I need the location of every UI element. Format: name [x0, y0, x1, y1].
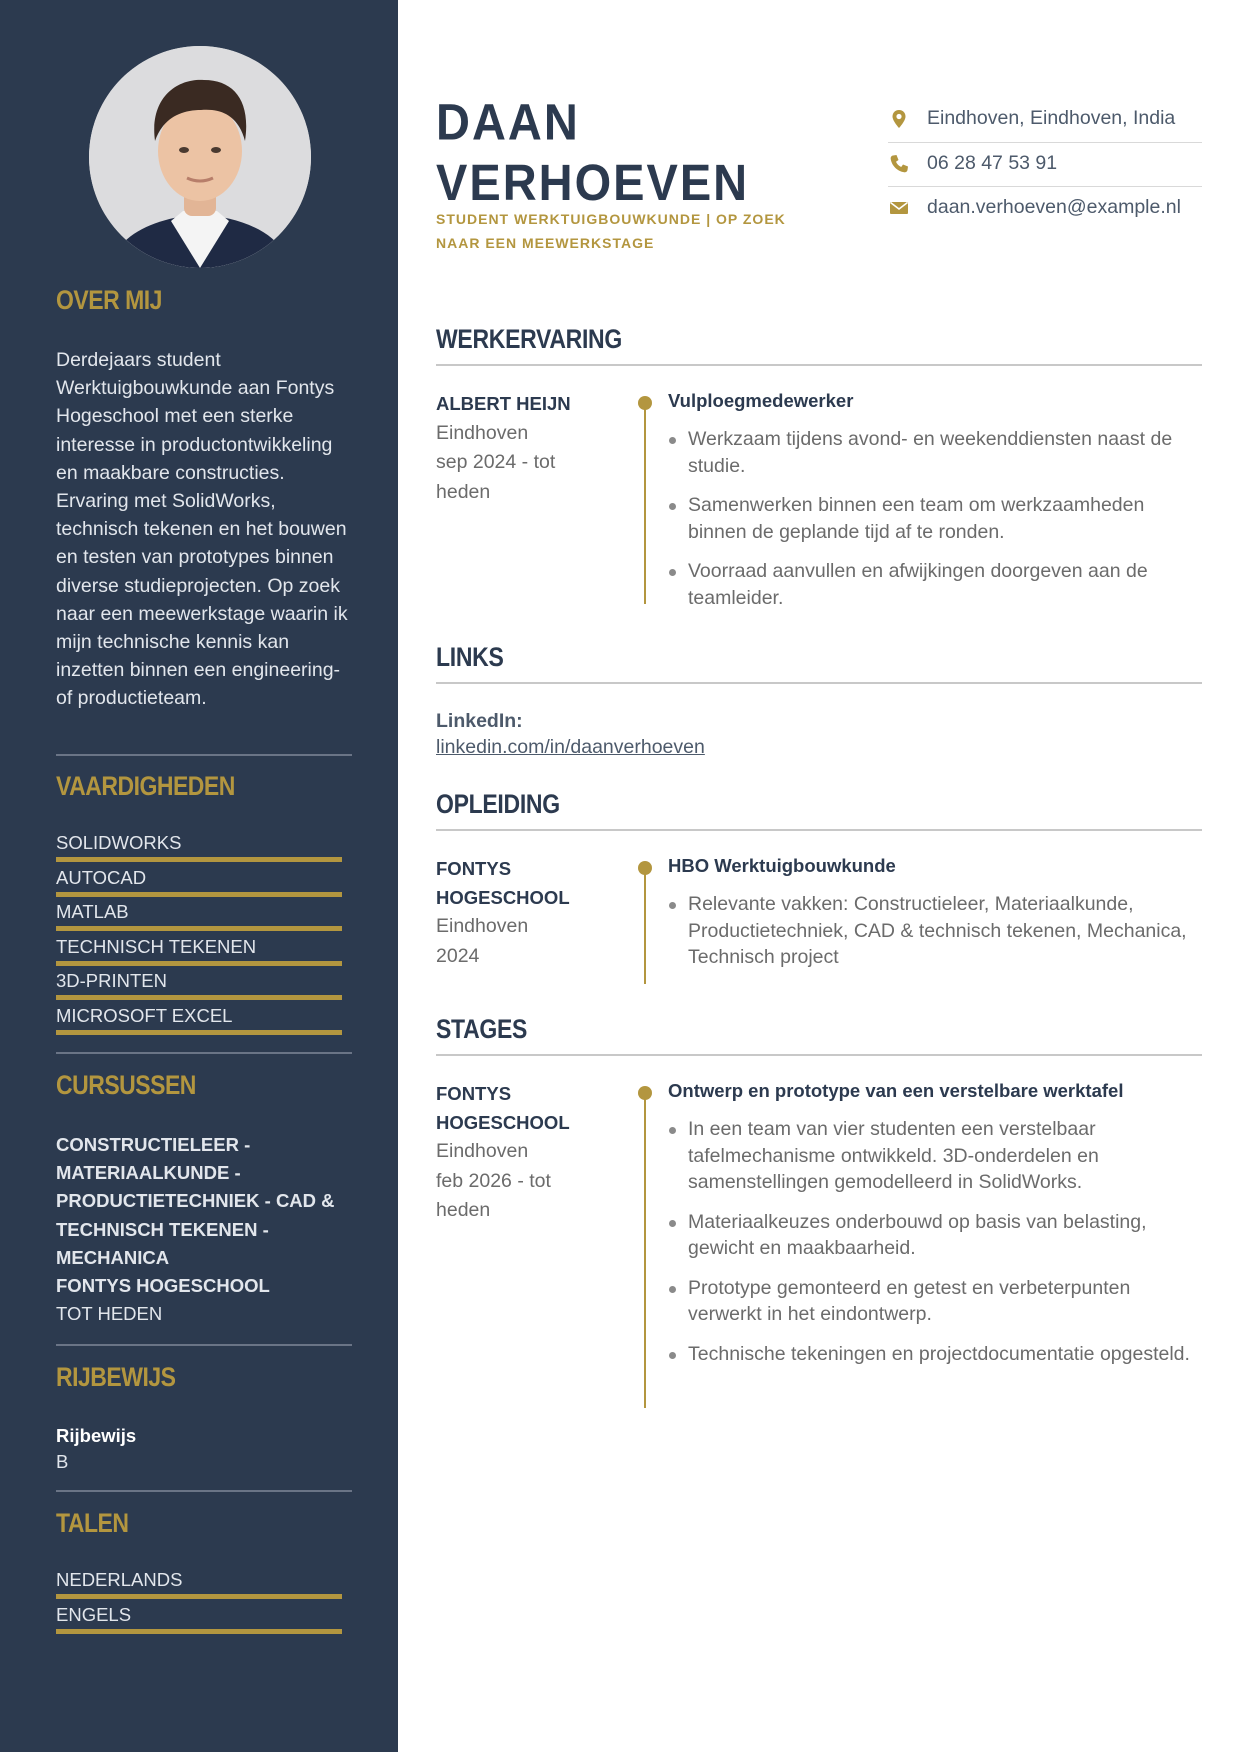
timeline-line: [644, 867, 646, 984]
sidebar-divider: [56, 1490, 352, 1492]
education-section: [436, 789, 1202, 968]
org-name: ALBERT HEIJN: [436, 393, 571, 414]
contact-email: [888, 187, 1202, 231]
entry-date: 2024: [436, 944, 480, 967]
org-name: HOGESCHOOL: [436, 886, 570, 908]
name-last: VERHOEVEN: [436, 153, 750, 211]
skills-section: [56, 771, 352, 1039]
list-item: Voorraad aanvullen en afwijkingen doorgeven aan de teamleider.: [668, 558, 1208, 611]
linkedin-link[interactable]: linkedin.com/in/daanverhoeven: [436, 736, 705, 758]
skill-name: MATLAB: [56, 901, 129, 922]
map-pin-icon: [888, 108, 910, 130]
sidebar-divider: [56, 754, 352, 756]
sidebar-divider: [56, 1052, 352, 1054]
skill-bar: [56, 926, 342, 931]
skill-item: [56, 970, 352, 1005]
location-text: Eindhoven, Eindhoven, India: [927, 107, 1176, 129]
about-text: Derdejaars student Werktuigbouwkunde aan Fontys Hogeschool met een sterke interesse in productontwikkeling en maakbare constructies. Ervaring met SolidWorks, technisch tekenen en het bouwen en testen van prototypes binnen diverse studieprojecten. Op zoek naar een meewerkstage waarin ik mijn technische kennis kan inzetten binnen een engineering- of productieteam.: [56, 349, 348, 710]
courses-heading: CURSUSSEN: [56, 1070, 196, 1100]
list-item: Prototype gemonteerd en getest en verbeterpunten verwerkt in het eindontwerp.: [668, 1275, 1208, 1328]
languages-list: [56, 1569, 352, 1638]
org-name: FONTYS: [436, 1083, 512, 1104]
list-item: Relevante vakken: Constructieleer, Materiaalkunde, Productietechniek, CAD & technisch tekenen, Mechanica, Technisch project: [668, 891, 1208, 971]
skill-bar-fill: [56, 892, 342, 897]
list-item: Materiaalkeuzes onderbouwd op basis van belasting, gewicht en maakbaarheid.: [668, 1209, 1208, 1262]
timeline-line: [644, 1092, 646, 1408]
sidebar-divider: [56, 1344, 352, 1346]
course-title-line: CONSTRUCTIELEER -: [56, 1134, 251, 1155]
list-item: Technische tekeningen en projectdocumentatie opgesteld.: [668, 1341, 1208, 1368]
course-title-line: TECHNISCH TEKENEN -: [56, 1218, 269, 1240]
profile-photo: [89, 46, 311, 268]
timeline-line: [644, 402, 646, 604]
skill-name: AUTOCAD: [56, 866, 147, 888]
about-section: [56, 285, 352, 713]
entry-date: heden: [436, 1199, 491, 1221]
entry-date: feb 2026 - tot: [436, 1169, 551, 1192]
skill-item: [56, 1005, 352, 1040]
language-name: ENGELS: [56, 1603, 132, 1625]
entry-location: Eindhoven: [436, 915, 529, 937]
job-title: Vulploegmedewerker: [668, 390, 854, 411]
envelope-icon: [888, 197, 910, 219]
course-title-line: MECHANICA: [56, 1246, 170, 1268]
skill-bar-fill: [56, 961, 342, 966]
skill-bar-fill: [56, 995, 342, 1000]
language-bar-fill: [56, 1629, 342, 1634]
link-label: LinkedIn:: [436, 710, 523, 732]
portrait-illustration: [89, 46, 311, 268]
skill-item: [56, 867, 352, 902]
entry-date: sep 2024 - tot: [436, 451, 556, 473]
skill-name: 3D-PRINTEN: [56, 970, 168, 991]
skills-heading: VAARDIGHEDEN: [56, 771, 235, 801]
contact-location: [888, 98, 1202, 143]
skill-bar-fill: [56, 926, 342, 931]
language-item: [56, 1569, 352, 1604]
language-name: NEDERLANDS: [56, 1569, 183, 1590]
phone-text: 06 28 47 53 91: [927, 151, 1058, 174]
skill-bar-fill: [56, 857, 342, 862]
education-bullets: [668, 891, 1208, 984]
skills-list: [56, 832, 352, 1039]
skill-item: [56, 901, 352, 936]
skill-bar: [56, 892, 342, 897]
education-heading: OPLEIDING: [436, 789, 560, 819]
about-heading: OVER MIJ: [56, 285, 162, 315]
org-name: HOGESCHOOL: [436, 1111, 570, 1133]
courses-section: [56, 1070, 352, 1328]
skill-bar: [56, 857, 342, 862]
links-heading: LINKS: [436, 642, 504, 672]
skill-item: [56, 936, 352, 971]
experience-section: [436, 324, 1202, 609]
entry-organization: [436, 855, 586, 971]
license-section: [56, 1362, 352, 1475]
contact-block: [888, 98, 1202, 231]
degree-title: HBO Werktuigbouwkunde: [668, 855, 896, 876]
language-bar-fill: [56, 1594, 342, 1599]
section-rule: [436, 682, 1202, 684]
contact-phone: [888, 143, 1202, 188]
entry-organization: [436, 1080, 586, 1226]
list-item: In een team van vier studenten een verstelbaar tafelmechanisme ontwikkeld. 3D-onderdelen en samenstellingen gemodelleerd in SolidWorks.: [668, 1116, 1208, 1196]
project-title: Ontwerp en prototype van een verstelbare werktafel: [668, 1080, 1124, 1101]
course-period: TOT HEDEN: [56, 1303, 163, 1325]
language-bar: [56, 1629, 342, 1634]
experience-heading: WERKERVARING: [436, 324, 622, 354]
skill-bar: [56, 961, 342, 966]
entry-organization: [436, 390, 586, 507]
languages-heading: TALEN: [56, 1508, 129, 1538]
internships-heading: STAGES: [436, 1014, 528, 1044]
links-section: [436, 642, 1202, 758]
skill-name: TECHNISCH TEKENEN: [56, 935, 257, 957]
course-institution: FONTYS HOGESCHOOL: [56, 1275, 270, 1297]
skill-name: MICROSOFT EXCEL: [56, 1004, 233, 1026]
section-rule: [436, 829, 1202, 831]
sidebar: [0, 0, 398, 1752]
skill-bar: [56, 1030, 342, 1035]
link-entry: [436, 708, 705, 760]
candidate-subtitle: STUDENT WERKTUIGBOUWKUNDE | OP ZOEK NAAR EEN MEEWERKSTAGE: [436, 211, 786, 251]
section-rule: [436, 1054, 1202, 1056]
skill-item: [56, 832, 352, 867]
language-item: [56, 1604, 352, 1639]
course-entry: [56, 1131, 352, 1328]
languages-section: [56, 1508, 352, 1638]
candidate-name: [436, 92, 749, 213]
entry-location: Eindhoven: [436, 1140, 529, 1162]
internships-section: [436, 1014, 1202, 1365]
internship-bullets: [668, 1116, 1208, 1380]
skill-bar-fill: [56, 1030, 342, 1035]
course-title-line: PRODUCTIETECHNIEK - CAD &: [56, 1190, 335, 1212]
license-heading: RIJBEWIJS: [56, 1362, 176, 1392]
skill-name: SOLIDWORKS: [56, 832, 182, 853]
name-first: DAAN: [436, 93, 580, 151]
entry-location: Eindhoven: [436, 421, 529, 444]
list-item: Werkzaam tijdens avond- en weekenddiensten naast de studie.: [668, 426, 1208, 479]
list-item: Samenwerken binnen een team om werkzaamheden binnen de geplande tijd af te ronden.: [668, 492, 1208, 545]
email-text[interactable]: daan.verhoeven@example.nl: [927, 196, 1181, 218]
course-title-line: MATERIAALKUNDE -: [56, 1162, 241, 1184]
experience-bullets: [668, 426, 1208, 624]
org-name: FONTYS: [436, 858, 512, 879]
license-value: B: [56, 1451, 69, 1472]
language-bar: [56, 1594, 342, 1599]
skill-bar: [56, 995, 342, 1000]
section-rule: [436, 364, 1202, 366]
license-label: Rijbewijs: [56, 1425, 137, 1446]
phone-icon: [888, 153, 910, 175]
entry-date: heden: [436, 480, 491, 503]
